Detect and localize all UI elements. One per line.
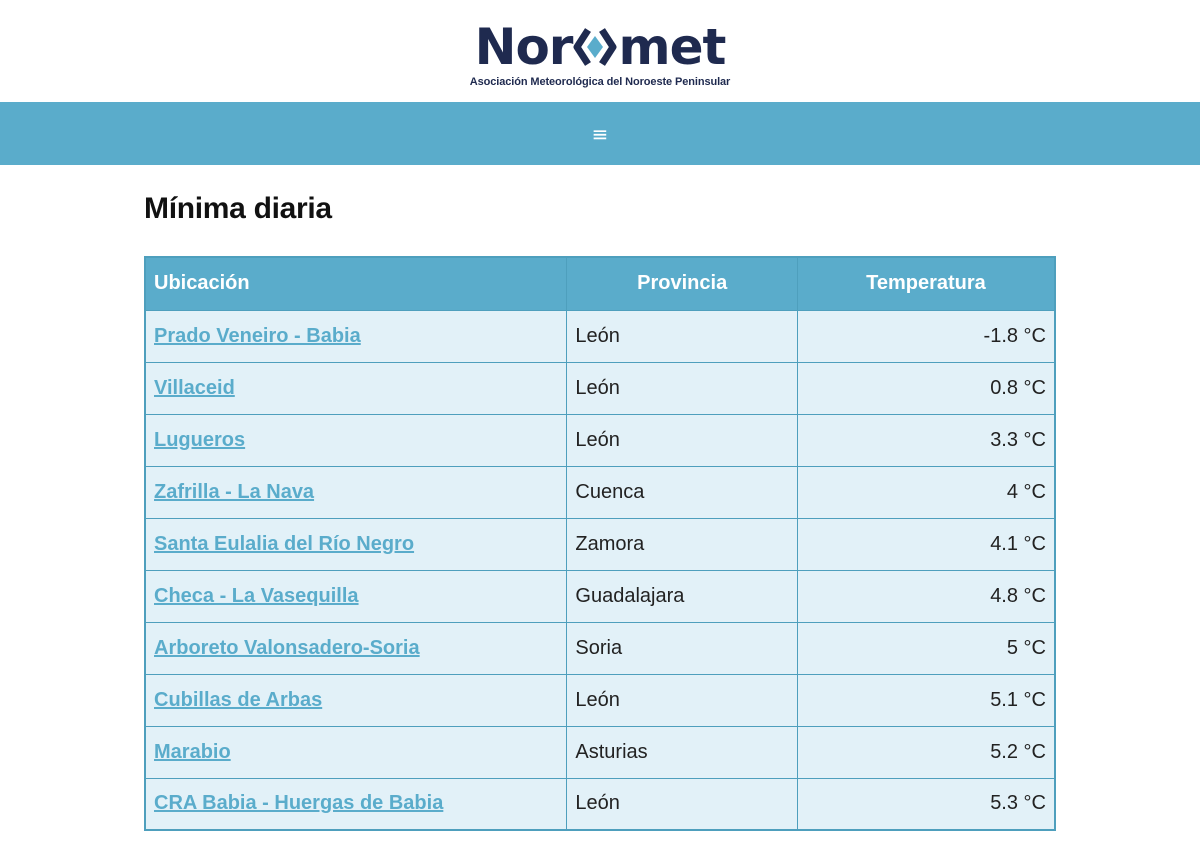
temperature-cell: 3.3 °C (797, 414, 1055, 466)
table-row (145, 726, 1055, 778)
logo-tagline: Asociación Meteorológica del Noroeste Peninsular (469, 76, 731, 88)
table-row (145, 362, 1055, 414)
table-row (145, 674, 1055, 726)
main-content (144, 165, 1056, 831)
location-link[interactable]: Checa - La Vasequilla (154, 584, 359, 607)
location-link[interactable]: CRA Babia - Huergas de Babia (154, 792, 444, 815)
location-cell (145, 778, 567, 830)
logo-wordmark (474, 18, 726, 76)
location-cell (145, 726, 567, 778)
location-link[interactable]: Villaceid (154, 376, 235, 399)
nav-bar (0, 102, 1200, 165)
logo-mark-icon (573, 22, 617, 72)
location-link[interactable]: Zafrilla - La Nava (154, 480, 315, 503)
province-cell: León (567, 778, 798, 830)
province-cell: Guadalajara (567, 570, 798, 622)
location-cell (145, 310, 567, 362)
location-cell (145, 466, 567, 518)
column-header-location: Ubicación (145, 257, 567, 310)
province-cell: León (567, 310, 798, 362)
province-cell: Soria (567, 622, 798, 674)
table-row (145, 414, 1055, 466)
temperature-cell: 5 °C (797, 622, 1055, 674)
table-row (145, 570, 1055, 622)
temperature-cell: 4 °C (797, 466, 1055, 518)
column-header-province: Provincia (567, 257, 798, 310)
page-title: Mínima diaria (144, 192, 332, 225)
table-row (145, 310, 1055, 362)
location-cell (145, 622, 567, 674)
temperature-cell: 5.3 °C (797, 778, 1055, 830)
temperature-cell: 4.8 °C (797, 570, 1055, 622)
location-cell (145, 414, 567, 466)
hamburger-menu-icon[interactable]: ≡ (591, 121, 609, 146)
province-cell: León (567, 414, 798, 466)
logo-word-right: met (618, 18, 726, 76)
location-link[interactable]: Cubillas de Arbas (154, 688, 323, 711)
site-header (0, 0, 1200, 102)
location-link[interactable]: Santa Eulalia del Río Negro (154, 532, 415, 555)
temperature-cell: 5.2 °C (797, 726, 1055, 778)
temperature-cell: -1.8 °C (797, 310, 1055, 362)
province-cell: Asturias (567, 726, 798, 778)
province-cell: León (567, 674, 798, 726)
table-row (145, 778, 1055, 830)
province-cell: Zamora (567, 518, 798, 570)
temperature-cell: 0.8 °C (797, 362, 1055, 414)
province-cell: Cuenca (567, 466, 798, 518)
location-link[interactable]: Lugueros (154, 428, 246, 451)
table-row (145, 622, 1055, 674)
table-row (145, 518, 1055, 570)
temperature-cell: 5.1 °C (797, 674, 1055, 726)
table-row (145, 466, 1055, 518)
location-link[interactable]: Prado Veneiro - Babia (154, 324, 361, 347)
minimum-temperature-table (144, 256, 1056, 831)
column-header-temperature: Temperatura (797, 257, 1055, 310)
location-cell (145, 362, 567, 414)
province-cell: León (567, 362, 798, 414)
location-link[interactable]: Marabio (154, 740, 231, 763)
logo-word-left: Nor (474, 18, 573, 76)
noromet-logo[interactable] (469, 18, 731, 88)
table-header-row (145, 257, 1055, 310)
location-cell (145, 674, 567, 726)
location-cell (145, 570, 567, 622)
location-cell (145, 518, 567, 570)
location-link[interactable]: Arboreto Valonsadero-Soria (154, 636, 420, 659)
temperature-cell: 4.1 °C (797, 518, 1055, 570)
